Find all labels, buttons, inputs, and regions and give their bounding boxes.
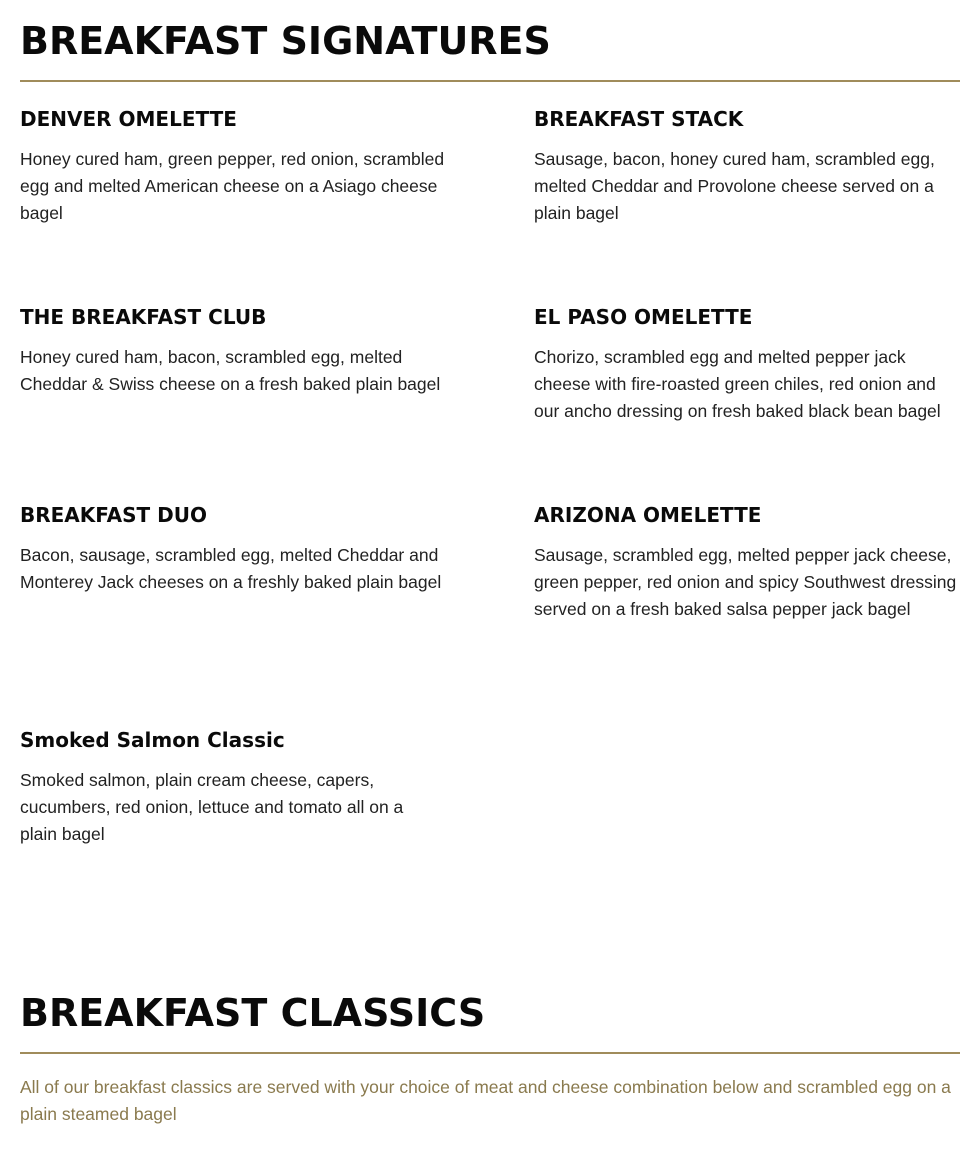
menu-item-el-paso-omelette [534,304,959,425]
menu-item-name: BREAKFAST DUO [20,503,207,527]
menu-item-name: THE BREAKFAST CLUB [20,305,267,329]
menu-item-name: ARIZONA OMELETTE [534,503,762,527]
menu-item-denver-omelette [20,106,445,227]
classics-note: All of our breakfast classics are served with your choice of meat and cheese combination below and scrambled egg on a plain steamed bagel [20,1077,951,1124]
menu-item-name: EL PASO OMELETTE [534,305,753,329]
menu-item-smoked-salmon-classic [20,727,445,848]
menu-item-description: Sausage, scrambled egg, melted pepper jack cheese, green pepper, red onion and spicy Southwest dressing served on a fresh baked salsa pepper jack bagel [534,545,957,619]
menu-item-description: Chorizo, scrambled egg and melted pepper jack cheese with fire-roasted green chiles, red onion and our ancho dressing on fresh baked black bean bagel [534,347,941,421]
section-divider [20,80,960,82]
menu-item-description: Smoked salmon, plain cream cheese, capers, cucumbers, red onion, lettuce and tomato all on a plain bagel [20,770,404,844]
menu-item-breakfast-duo [20,502,445,596]
section-divider [20,1052,960,1054]
menu-item-the-breakfast-club [20,304,445,398]
menu-item-name: DENVER OMELETTE [20,107,237,131]
menu-item-arizona-omelette [534,502,959,623]
section-title-classics: BREAKFAST CLASSICS [20,991,486,1035]
menu-item-name: Smoked Salmon Classic [20,728,285,752]
section-title-signatures: BREAKFAST SIGNATURES [20,19,551,63]
menu-item-description: Sausage, bacon, honey cured ham, scrambled egg, melted Cheddar and Provolone cheese served on a plain bagel [534,149,935,223]
menu-item-description: Bacon, sausage, scrambled egg, melted Cheddar and Monterey Jack cheeses on a freshly baked plain bagel [20,545,442,592]
menu-item-name: BREAKFAST STACK [534,107,744,131]
menu-item-breakfast-stack [534,106,959,227]
menu-item-description: Honey cured ham, green pepper, red onion, scrambled egg and melted American cheese on a Asiago cheese bagel [20,149,445,223]
menu-item-description: Honey cured ham, bacon, scrambled egg, melted Cheddar & Swiss cheese on a fresh baked plain bagel [20,347,441,394]
